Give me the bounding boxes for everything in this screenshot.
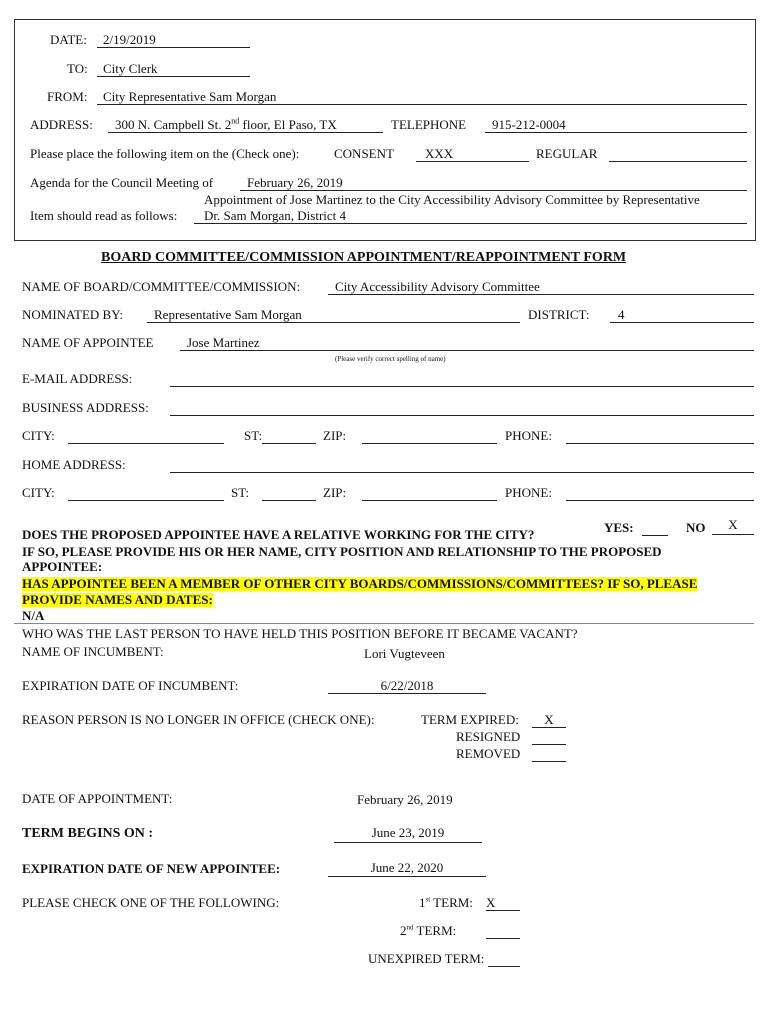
from-field[interactable]: City Representative Sam Morgan (103, 89, 277, 104)
from-underline (97, 104, 747, 105)
verify-spelling-note: (Please verify correct spelling of name) (335, 355, 446, 363)
consent-underline (416, 161, 529, 162)
appointee-underline (180, 350, 754, 351)
term1-field[interactable]: X (486, 895, 496, 910)
member-answer[interactable]: N/A (22, 608, 45, 623)
home-address-field[interactable] (170, 472, 754, 473)
member-question-line1: HAS APPOINTEE BEEN A MEMBER OF OTHER CITY BOARDS/COMMISSIONS/COMMITTEES? IF SO, PLEASE (22, 576, 698, 591)
home-city-field[interactable] (68, 500, 224, 501)
home-zip-label: ZIP: (323, 485, 347, 500)
removed-label: REMOVED (456, 746, 521, 761)
term2-field[interactable] (486, 938, 520, 939)
home-st-field[interactable] (262, 500, 316, 501)
unexpired-term-label: UNEXPIRED TERM: (368, 951, 485, 966)
item-text-line1[interactable]: Appointment of Jose Martinez to the City Accessibility Advisory Committee by Representative (204, 192, 700, 207)
board-field[interactable]: City Accessibility Advisory Committee (335, 279, 540, 294)
business-st-label: ST: (244, 428, 263, 443)
business-phone-label: PHONE: (505, 428, 552, 443)
telephone-label: TELEPHONE (391, 117, 467, 132)
term-begins-underline (334, 842, 482, 843)
consent-label: CONSENT (334, 146, 394, 161)
incumbent-label: NAME OF INCUMBENT: (22, 644, 164, 659)
to-field[interactable]: City Clerk (103, 61, 158, 76)
business-city-label: CITY: (22, 428, 55, 443)
business-zip-field[interactable] (362, 443, 497, 444)
address-label: ADDRESS: (30, 117, 93, 132)
district-label: DISTRICT: (528, 307, 590, 322)
board-label: NAME OF BOARD/COMMITTEE/COMMISSION: (22, 279, 301, 294)
date-field[interactable]: 2/19/2019 (103, 32, 156, 47)
term-begins-label: TERM BEGINS ON : (22, 826, 154, 841)
home-st-label: ST: (231, 485, 250, 500)
term2-label: 2nd TERM: (400, 923, 457, 938)
nominated-label: NOMINATED BY: (22, 307, 123, 322)
reason-label: REASON PERSON IS NO LONGER IN OFFICE (CHECK ONE): (22, 712, 375, 727)
term-expired-label: TERM EXPIRED: (421, 712, 519, 727)
business-phone-field[interactable] (566, 443, 754, 444)
no-label: NO (686, 520, 706, 535)
relative-followup-line1: IF SO, PLEASE PROVIDE HIS OR HER NAME, CITY POSITION AND RELATIONSHIP TO THE PROPOSED (22, 544, 662, 559)
regular-underline (609, 161, 747, 162)
business-st-field[interactable] (262, 443, 316, 444)
home-address-label: HOME ADDRESS: (22, 457, 126, 472)
email-label: E-MAIL ADDRESS: (22, 371, 133, 386)
section-divider (14, 623, 754, 624)
home-city-label: CITY: (22, 485, 55, 500)
to-label: TO: (67, 61, 88, 76)
address-field[interactable]: 300 N. Campbell St. 2nd floor, El Paso, TX (115, 116, 337, 132)
term-begins-field[interactable]: June 23, 2019 (371, 825, 445, 840)
resigned-label: RESIGNED (456, 729, 521, 744)
consent-field[interactable]: XXX (425, 146, 454, 161)
nominated-underline (147, 322, 520, 323)
date-underline (97, 47, 250, 48)
exp-new-label: EXPIRATION DATE OF NEW APPOINTEE: (22, 861, 281, 876)
term-expired-field[interactable]: X (544, 712, 554, 727)
member-question-line2: PROVIDE NAMES AND DATES: (22, 592, 213, 607)
district-underline (610, 322, 754, 323)
date-label: DATE: (50, 32, 87, 47)
business-zip-label: ZIP: (323, 428, 347, 443)
last-person-question: WHO WAS THE LAST PERSON TO HAVE HELD THIS POSITION BEFORE IT BECAME VACANT? (22, 626, 578, 641)
from-label: FROM: (47, 89, 88, 104)
check-one-label: PLEASE CHECK ONE OF THE FOLLOWING: (22, 895, 280, 910)
regular-label: REGULAR (536, 146, 598, 161)
home-zip-field[interactable] (362, 500, 497, 501)
removed-field[interactable] (532, 761, 566, 762)
unexpired-term-field[interactable] (488, 966, 520, 967)
district-field[interactable]: 4 (618, 307, 625, 322)
item-text-line2[interactable]: Dr. Sam Morgan, District 4 (204, 208, 347, 223)
incumbent-field[interactable]: Lori Vugteveen (364, 646, 445, 661)
exp-new-field[interactable]: June 22, 2020 (370, 860, 444, 875)
item-label: Item should read as follows: (30, 208, 178, 223)
telephone-field[interactable]: 915-212-0004 (492, 117, 566, 132)
resigned-field[interactable] (532, 744, 566, 745)
term-expired-underline (532, 727, 566, 728)
address-underline (108, 132, 383, 133)
appointment-date-label: DATE OF APPOINTMENT: (22, 791, 173, 806)
appointee-label: NAME OF APPOINTEE (22, 335, 154, 350)
relative-question: DOES THE PROPOSED APPOINTEE HAVE A RELATIVE WORKING FOR THE CITY? (22, 527, 535, 542)
nominated-field[interactable]: Representative Sam Morgan (154, 307, 302, 322)
business-city-field[interactable] (68, 443, 224, 444)
telephone-underline (485, 132, 747, 133)
board-underline (328, 294, 754, 295)
appointment-date-field[interactable]: February 26, 2019 (357, 792, 453, 807)
form-title: BOARD COMMITTEE/COMMISSION APPOINTMENT/REAPPOINTMENT FORM (101, 250, 627, 265)
item-underline (194, 223, 747, 224)
exp-incumbent-underline (328, 693, 486, 694)
agenda-underline (240, 190, 747, 191)
email-field[interactable] (170, 386, 754, 387)
agenda-label: Agenda for the Council Meeting of (30, 175, 214, 190)
relative-followup-line2: APPOINTEE: (22, 559, 103, 574)
business-address-field[interactable] (170, 415, 754, 416)
term1-label: 1st TERM: (419, 895, 473, 910)
exp-incumbent-label: EXPIRATION DATE OF INCUMBENT: (22, 678, 239, 693)
exp-new-underline (328, 876, 486, 877)
check-one-text: Please place the following item on the (Check one): (30, 146, 300, 161)
exp-incumbent-field[interactable]: 6/22/2018 (380, 678, 434, 693)
home-phone-label: PHONE: (505, 485, 552, 500)
agenda-date-field[interactable]: February 26, 2019 (247, 175, 343, 190)
yes-label: YES: (604, 520, 634, 535)
no-underline (712, 534, 754, 535)
appointee-field[interactable]: Jose Martinez (187, 335, 260, 350)
no-field[interactable]: X (728, 517, 738, 532)
term1-underline (486, 910, 520, 911)
home-phone-field[interactable] (566, 500, 754, 501)
business-address-label: BUSINESS ADDRESS: (22, 400, 149, 415)
to-underline (97, 76, 250, 77)
yes-underline (642, 535, 668, 536)
